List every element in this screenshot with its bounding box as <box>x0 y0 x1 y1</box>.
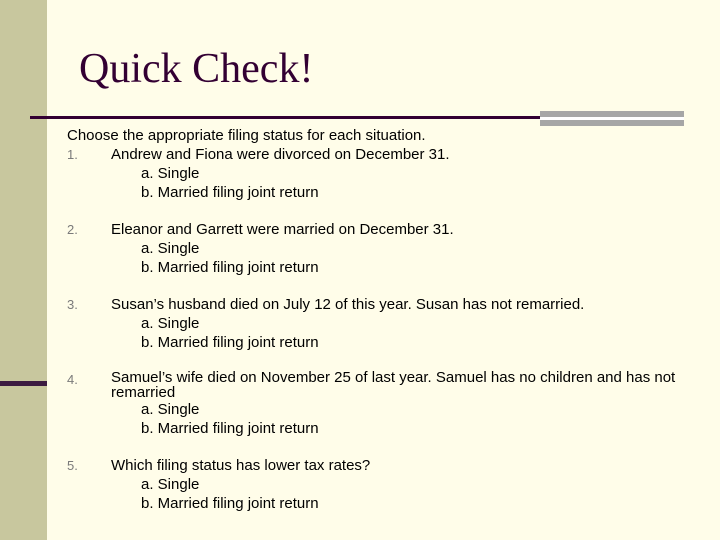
question-text: Samuel’s wife died on November 25 of last year. Samuel has no children and has not remarried <box>111 369 676 401</box>
option-b: b. Married filing joint return <box>141 259 319 276</box>
question-number: 5. <box>67 458 78 473</box>
option-a: a. Single <box>141 476 200 493</box>
question-item <box>67 370 707 438</box>
question-number: 3. <box>67 297 78 312</box>
option-b: b. Married filing joint return <box>141 495 319 512</box>
option-a: a. Single <box>141 165 200 182</box>
option-b: b. Married filing joint return <box>141 334 319 351</box>
question-text: Eleanor and Garrett were married on December 31. <box>111 221 454 238</box>
question-text: Susan’s husband died on July 12 of this year. Susan has not remarried. <box>111 296 585 313</box>
question-number: 2. <box>67 222 78 237</box>
question-item <box>67 295 707 352</box>
option-a: a. Single <box>141 240 200 257</box>
title-accent-line <box>540 117 684 120</box>
question-item <box>67 220 707 277</box>
slide-body <box>67 126 707 513</box>
slide-title: Quick Check! <box>79 46 314 92</box>
question-item <box>67 145 707 202</box>
intro-text: Choose the appropriate filing status for each situation. <box>67 127 426 144</box>
question-text: Which filing status has lower tax rates? <box>111 457 371 474</box>
option-b: b. Married filing joint return <box>141 420 319 437</box>
question-text: Andrew and Fiona were divorced on December 31. <box>111 146 450 163</box>
option-a: a. Single <box>141 315 200 332</box>
question-number: 1. <box>67 147 78 162</box>
question-item <box>67 456 707 513</box>
option-b: b. Married filing joint return <box>141 184 319 201</box>
left-accent-stripe <box>0 381 47 386</box>
left-decorative-bar <box>0 0 47 540</box>
question-number: 4. <box>67 372 78 387</box>
title-underline <box>30 116 540 119</box>
option-a: a. Single <box>141 401 200 418</box>
